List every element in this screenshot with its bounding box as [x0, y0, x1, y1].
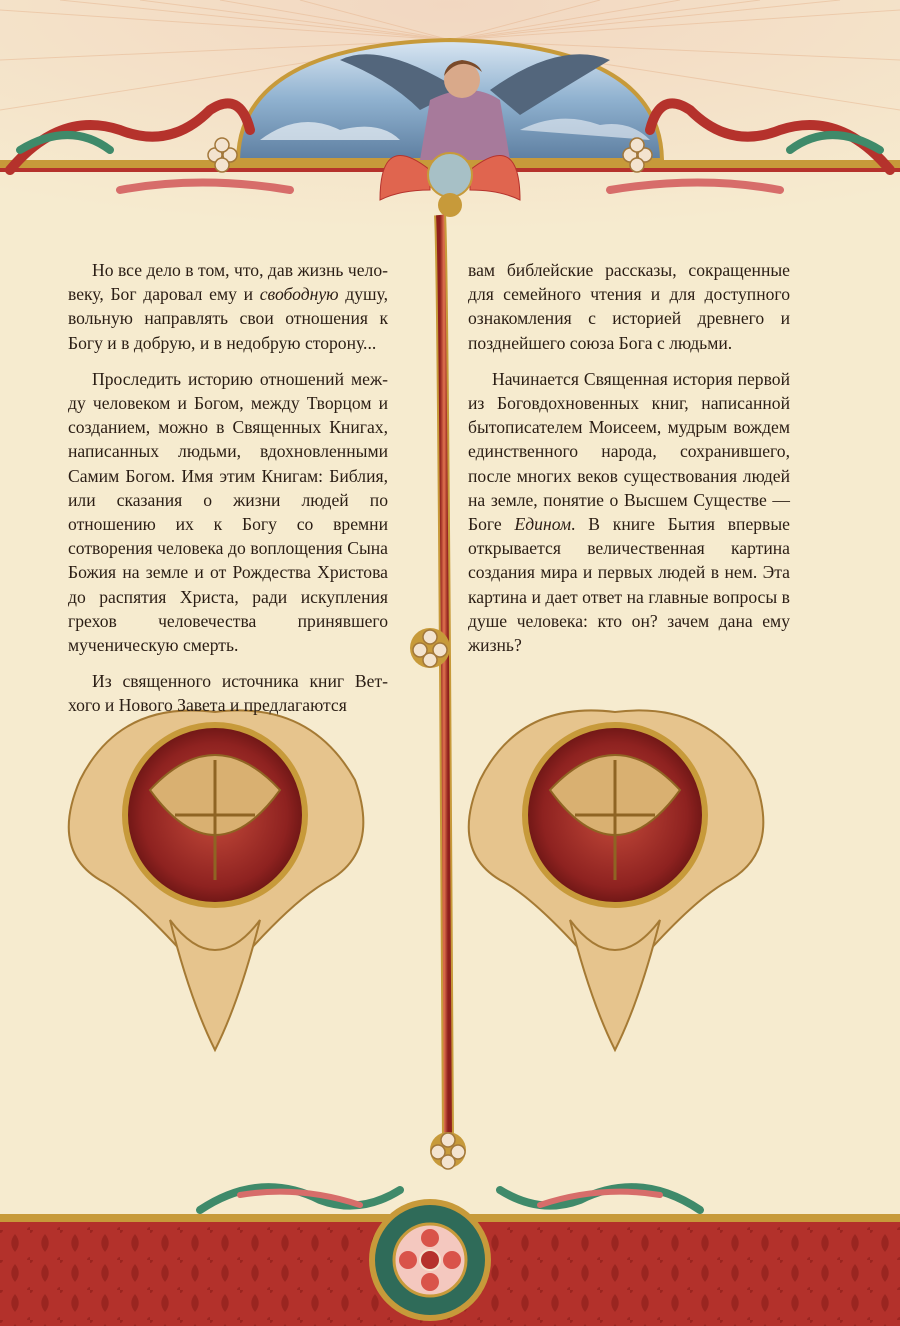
- right-paragraph-2: [468, 367, 790, 657]
- right-p2-text-b: . В книге Бытия впервые открывается величественная картина создания мира и первых людей в нем. Эта картина и дает ответ на главные вопросы в душе человека: кто он? зачем дана ему жизнь?: [468, 514, 790, 656]
- center-pearl-jewel: [410, 628, 450, 668]
- left-p1-text-b: душу, вольную направлять свои отношения к Богу и в добрую, и в недобрую сторону...: [68, 284, 388, 353]
- left-p1-text-a: Но все дело в том, что, дав жизнь человеку, Бог даровал ему и: [68, 260, 388, 305]
- left-paragraph-1: [68, 258, 388, 355]
- right-p2-emphasis: Едином: [514, 514, 572, 535]
- right-p2-text-a: Начинается Священная история первой из Боговдохновенных книг, написанной бытописателем Моисеем, мудрым вождем единственного народа, сохранившего, после многих веков существования людей на земле, понятие о Высшем Существе — Боге: [468, 368, 790, 535]
- left-acanthus-medallion: [69, 710, 364, 1050]
- bottom-floral-scroll: [200, 1132, 700, 1210]
- right-acanthus-medallion: [469, 710, 764, 1050]
- center-ribbon: [440, 215, 448, 1140]
- left-paragraph-2: Проследить историю отношений между человеком и Богом, между Творцом и созданием, можно в Священных Книгах, написанных людьми, вдохновленными Самим Богом. Имя этим Книгам: Библия, или сказания о жизни людей по отношению их к Богу со времни сотворения человека до воплощения Сына Божия на земле и от Рождества Христова до распятия Христа, ради искупления грехов человечества принявшего мученическую смерть.: [68, 368, 388, 656]
- right-text-column: [468, 258, 790, 669]
- bottom-rosette: [372, 1202, 488, 1318]
- right-paragraph-1: вам библейские рассказы, сокращенные для семейного чтения и для доступного ознакомления с историей древнего и позднейшего союза Бога с людьми.: [468, 260, 790, 353]
- left-p1-emphasis: свободную: [259, 284, 339, 305]
- left-text-column: [68, 258, 388, 730]
- left-paragraph-3: Из священного источника книг Ветхого и Нового Завета и предлагаются: [68, 671, 388, 716]
